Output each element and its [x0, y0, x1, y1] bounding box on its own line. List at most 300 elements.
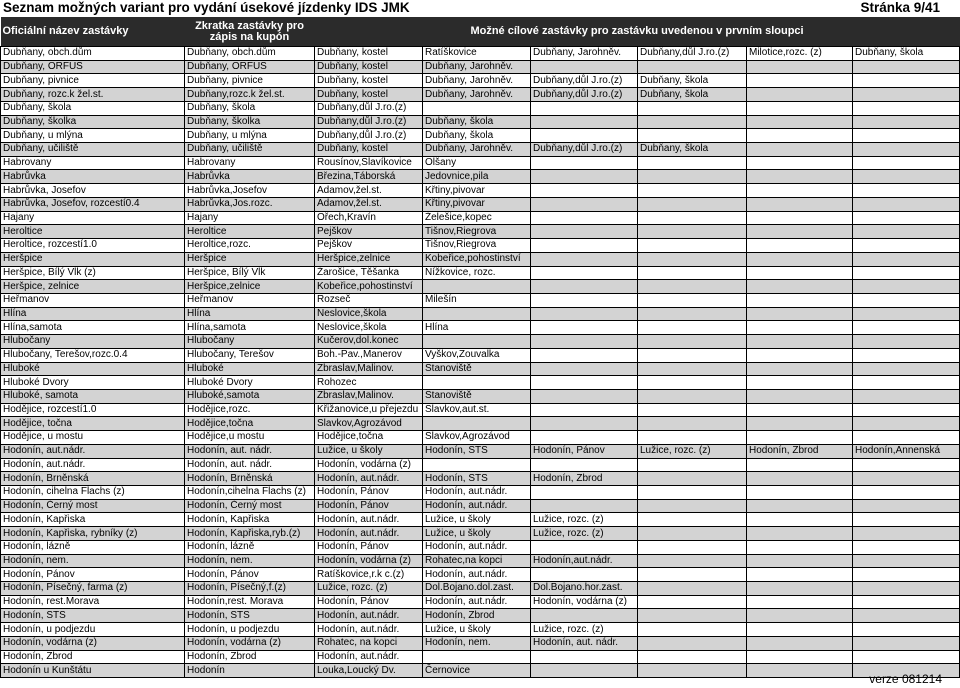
- table-cell: [638, 486, 747, 500]
- table-body: [1, 47, 960, 678]
- table-cell: Slavkov,aut.st.: [423, 403, 531, 417]
- table-cell: Hodonín, Kapřiska,ryb.(z): [185, 527, 315, 541]
- table-cell: Dol.Bojano.dol.zast.: [423, 582, 531, 596]
- table-cell: Heroltice, rozcestí1.0: [1, 239, 185, 253]
- table-cell: [853, 362, 960, 376]
- table-cell: Adamov,žel.st.: [315, 197, 423, 211]
- table-cell: Lužice, rozc. (z): [638, 444, 747, 458]
- table-cell: [747, 115, 853, 129]
- table-cell: Rohatec, na kopci: [315, 636, 423, 650]
- table-cell: [853, 60, 960, 74]
- table-cell: Dubňany, učiliště: [1, 143, 185, 157]
- table-cell: [638, 335, 747, 349]
- table-cell: Hodonín, aut.nádr.: [423, 568, 531, 582]
- table-cell: Dubňany, škola: [423, 129, 531, 143]
- table-cell: [423, 376, 531, 390]
- table-row: [1, 60, 960, 74]
- table-cell: Hodonín, Pánov: [315, 540, 423, 554]
- table-cell: [423, 101, 531, 115]
- table-cell: Hodějice,rozc.: [185, 403, 315, 417]
- table-cell: Milotice,rozc. (z): [747, 47, 853, 61]
- table-cell: [423, 280, 531, 294]
- table-cell: Rohozec: [315, 376, 423, 390]
- table-cell: Hodonín, aut.nádr.: [315, 623, 423, 637]
- table-cell: [853, 609, 960, 623]
- table-cell: [853, 307, 960, 321]
- table-cell: Hodonín, Černý most: [1, 499, 185, 513]
- table-cell: Křižanovice,u přejezdu: [315, 403, 423, 417]
- table-cell: [638, 170, 747, 184]
- table-cell: [531, 389, 638, 403]
- table-row: [1, 47, 960, 61]
- table-row: [1, 417, 960, 431]
- table-cell: [638, 636, 747, 650]
- table-cell: Hajany: [185, 211, 315, 225]
- table-cell: [747, 170, 853, 184]
- table-row: [1, 362, 960, 376]
- table-cell: Hodonín, Pánov: [315, 499, 423, 513]
- table-cell: [531, 458, 638, 472]
- table-cell: Hodonín, vodárna (z): [315, 554, 423, 568]
- table-cell: [747, 348, 853, 362]
- table-cell: Hodonín, vodárna (z): [531, 595, 638, 609]
- table-cell: Hlína: [1, 307, 185, 321]
- table-cell: Dubňany, obch.dům: [1, 47, 185, 61]
- table-cell: [638, 568, 747, 582]
- table-cell: [747, 335, 853, 349]
- table-cell: Hodonín, aut. nádr.: [185, 458, 315, 472]
- table-row: [1, 280, 960, 294]
- table-cell: [747, 486, 853, 500]
- table-cell: Hodonín, Zbrod: [423, 609, 531, 623]
- table-cell: [531, 211, 638, 225]
- table-cell: Hodějice, točna: [1, 417, 185, 431]
- table-cell: [853, 321, 960, 335]
- table-cell: Dubňany, rozc.k žel.st.: [1, 88, 185, 102]
- table-cell: [747, 527, 853, 541]
- table-cell: [638, 321, 747, 335]
- table-cell: Dubňany, škola: [853, 47, 960, 61]
- table-row: [1, 197, 960, 211]
- table-cell: Slavkov,Agrozávod: [423, 431, 531, 445]
- table-cell: Lužice, rozc. (z): [315, 582, 423, 596]
- table-cell: Kobeřice,pohostinství: [423, 252, 531, 266]
- table-cell: [853, 527, 960, 541]
- table-cell: [853, 486, 960, 500]
- table-cell: Hluboké,samota: [185, 389, 315, 403]
- table-cell: Hodonín, aut.nádr.: [1, 458, 185, 472]
- table-cell: Dubňany, školka: [1, 115, 185, 129]
- table-cell: Habrůvka,Jos.rozc.: [185, 197, 315, 211]
- table-cell: Hodonín, vodárna (z): [315, 458, 423, 472]
- table-cell: [853, 252, 960, 266]
- table-cell: [638, 348, 747, 362]
- table-cell: [747, 417, 853, 431]
- table-cell: [747, 60, 853, 74]
- table-cell: [853, 88, 960, 102]
- table-cell: [853, 184, 960, 198]
- table-cell: [853, 239, 960, 253]
- table-row: [1, 184, 960, 198]
- table-row: [1, 293, 960, 307]
- table-cell: [853, 650, 960, 664]
- table-cell: [638, 595, 747, 609]
- table-cell: Dubňany, pivnice: [1, 74, 185, 88]
- table-cell: Dol.Bojano.hor.zast.: [531, 582, 638, 596]
- table-cell: Hluboké, samota: [1, 389, 185, 403]
- table-row: [1, 513, 960, 527]
- table-cell: [531, 307, 638, 321]
- table-cell: Hodonín, vodárna (z): [1, 636, 185, 650]
- table-cell: [747, 129, 853, 143]
- table-cell: [853, 472, 960, 486]
- table-row: [1, 321, 960, 335]
- table-cell: Dubňany,důl J.ro.(z): [315, 129, 423, 143]
- table-cell: Hodonín, aut.nádr.: [315, 650, 423, 664]
- table-cell: [423, 458, 531, 472]
- table-cell: Hodonín, Kapřiska, rybníky (z): [1, 527, 185, 541]
- table-cell: [747, 499, 853, 513]
- table-cell: Hluboké Dvory: [1, 376, 185, 390]
- table-cell: [531, 650, 638, 664]
- table-cell: Heršpice: [1, 252, 185, 266]
- table-cell: Hodonín, lázně: [1, 540, 185, 554]
- table-cell: [638, 527, 747, 541]
- table-cell: Ratíškovice: [423, 47, 531, 61]
- table-cell: [638, 513, 747, 527]
- table-cell: [638, 266, 747, 280]
- table-row: [1, 623, 960, 637]
- table-cell: Hodonín, aut.nádr.: [315, 513, 423, 527]
- table-cell: [638, 554, 747, 568]
- table-cell: [747, 554, 853, 568]
- table-cell: Heršpice, Bílý Vlk (z): [1, 266, 185, 280]
- table-cell: [747, 540, 853, 554]
- table-cell: [423, 417, 531, 431]
- table-cell: Hodonín, u podjezdu: [1, 623, 185, 637]
- table-row: [1, 609, 960, 623]
- table-cell: Dubňany,důl J.ro.(z): [315, 101, 423, 115]
- table-row: [1, 239, 960, 253]
- table-cell: [747, 143, 853, 157]
- table-cell: Tišnov,Riegrova: [423, 225, 531, 239]
- table-cell: [531, 239, 638, 253]
- table-cell: Hlína: [185, 307, 315, 321]
- table-cell: Hodonín, aut.nádr.: [423, 486, 531, 500]
- table-cell: Hodonín, Zbrod: [747, 444, 853, 458]
- table-cell: Hodonín, Písečný,f.(z): [185, 582, 315, 596]
- table-cell: Hodonín, aut.nádr.: [315, 609, 423, 623]
- table-cell: Hodonín, STS: [423, 472, 531, 486]
- table-cell: [853, 389, 960, 403]
- table-row: [1, 101, 960, 115]
- table-cell: [638, 184, 747, 198]
- table-cell: [853, 568, 960, 582]
- table-cell: [638, 664, 747, 678]
- table-cell: [747, 623, 853, 637]
- table-cell: [747, 582, 853, 596]
- table-cell: [638, 115, 747, 129]
- table-cell: [853, 554, 960, 568]
- table-cell: Hodonín, cihelna Flachs (z): [1, 486, 185, 500]
- table-cell: Heršpice,zelnice: [315, 252, 423, 266]
- table-cell: Lužice, rozc. (z): [531, 527, 638, 541]
- table-row: [1, 568, 960, 582]
- table-row: [1, 348, 960, 362]
- table-cell: [638, 431, 747, 445]
- table-cell: [638, 129, 747, 143]
- table-cell: [747, 156, 853, 170]
- table-row: [1, 74, 960, 88]
- table-cell: Lužice, rozc. (z): [531, 513, 638, 527]
- table-cell: Hodonín, u podjezdu: [185, 623, 315, 637]
- table-cell: Hodonín, Pánov: [315, 595, 423, 609]
- table-row: [1, 664, 960, 678]
- table-cell: Heroltice: [185, 225, 315, 239]
- table-cell: Hodonín, Pánov: [531, 444, 638, 458]
- table-cell: [531, 540, 638, 554]
- table-cell: Heřmanov: [185, 293, 315, 307]
- table-cell: [531, 252, 638, 266]
- table-cell: Stanoviště: [423, 389, 531, 403]
- table-cell: Žarošice, Těšanka: [315, 266, 423, 280]
- table-row: [1, 636, 960, 650]
- table-cell: Hodonín u Kunštátu: [1, 664, 185, 678]
- table-cell: Habrůvka: [185, 170, 315, 184]
- table-cell: [747, 568, 853, 582]
- table-cell: Dubňany,důl J.ro.(z): [315, 115, 423, 129]
- table-cell: Heřmanov: [1, 293, 185, 307]
- table-cell: [853, 595, 960, 609]
- table-cell: [638, 197, 747, 211]
- table-cell: Dubňany, ORFUS: [185, 60, 315, 74]
- table-row: [1, 225, 960, 239]
- table-cell: [747, 239, 853, 253]
- table-cell: [853, 431, 960, 445]
- table-cell: Rohatec,na kopci: [423, 554, 531, 568]
- table-cell: Kučerov,dol.konec: [315, 335, 423, 349]
- table-cell: [531, 417, 638, 431]
- table-cell: Dubňany, škola: [638, 74, 747, 88]
- table-cell: Lužice, rozc. (z): [531, 623, 638, 637]
- table-cell: Heroltice,rozc.: [185, 239, 315, 253]
- table-cell: Hodonín, lázně: [185, 540, 315, 554]
- table-cell: [531, 184, 638, 198]
- table-cell: Louka,Loucký Dv.: [315, 664, 423, 678]
- table-cell: Zbraslav,Malinov.: [315, 362, 423, 376]
- table-cell: [531, 486, 638, 500]
- table-cell: Habrovany: [185, 156, 315, 170]
- column-header-short-name: Zkratka zastávky pro zápis na kupón: [185, 17, 315, 47]
- table-row: [1, 554, 960, 568]
- table-cell: [853, 499, 960, 513]
- table-cell: [853, 197, 960, 211]
- table-cell: [747, 101, 853, 115]
- table-cell: Habrovany: [1, 156, 185, 170]
- table-cell: [638, 225, 747, 239]
- table-cell: [531, 225, 638, 239]
- table-cell: [747, 184, 853, 198]
- table-cell: [747, 225, 853, 239]
- table-cell: Hodonín, aut. nádr.: [185, 444, 315, 458]
- table-row: [1, 403, 960, 417]
- table-cell: Lužice, u školy: [423, 623, 531, 637]
- table-cell: Dubňany, kostel: [315, 60, 423, 74]
- table-cell: Dubňany,důl J.ro.(z): [638, 47, 747, 61]
- table-cell: Hodonín, aut.nádr.: [315, 472, 423, 486]
- table-cell: [747, 664, 853, 678]
- table-cell: Nížkovice, rozc.: [423, 266, 531, 280]
- table-cell: Hodonín, vodárna (z): [185, 636, 315, 650]
- table-row: [1, 650, 960, 664]
- table-row: [1, 486, 960, 500]
- table-cell: [747, 321, 853, 335]
- table-header-row: [1, 17, 960, 47]
- table-cell: Dubňany, kostel: [315, 143, 423, 157]
- table-cell: [853, 170, 960, 184]
- table-cell: Lužice, u školy: [423, 527, 531, 541]
- table-cell: Hodějice,točna: [315, 431, 423, 445]
- table-cell: [531, 362, 638, 376]
- table-cell: Hodonín, rest.Morava: [1, 595, 185, 609]
- table-cell: [853, 211, 960, 225]
- table-cell: Černovice: [423, 664, 531, 678]
- table-cell: Dubňany, učiliště: [185, 143, 315, 157]
- table-cell: [638, 540, 747, 554]
- table-cell: Hodějice, u mostu: [1, 431, 185, 445]
- table-cell: [638, 623, 747, 637]
- table-cell: Habrůvka: [1, 170, 185, 184]
- table-cell: Hodonín, Zbrod: [531, 472, 638, 486]
- table-cell: [531, 280, 638, 294]
- table-cell: [747, 389, 853, 403]
- table-cell: Hlubočany, Terešov: [185, 348, 315, 362]
- table-cell: [531, 293, 638, 307]
- table-cell: Milešín: [423, 293, 531, 307]
- document-title: Seznam možných variant pro vydání úsekové jízdenky IDS JMK: [3, 0, 410, 15]
- table-cell: Křtiny,pivovar: [423, 197, 531, 211]
- table-cell: [747, 362, 853, 376]
- table-row: [1, 458, 960, 472]
- table-cell: [853, 376, 960, 390]
- table-cell: Hodonín, nem.: [185, 554, 315, 568]
- table-cell: Hajany: [1, 211, 185, 225]
- table-row: [1, 170, 960, 184]
- table-cell: Kobeřice,pohostinství: [315, 280, 423, 294]
- table-cell: [853, 623, 960, 637]
- table-cell: Hodonín, Pánov: [315, 486, 423, 500]
- table-row: [1, 444, 960, 458]
- table-cell: [747, 636, 853, 650]
- table-cell: [423, 650, 531, 664]
- table-cell: [638, 239, 747, 253]
- table-cell: Hodonín, Pánov: [1, 568, 185, 582]
- table-cell: Dubňany, u mlýna: [1, 129, 185, 143]
- table-cell: Hodonín: [185, 664, 315, 678]
- table-cell: [853, 143, 960, 157]
- table-cell: [531, 335, 638, 349]
- table-row: [1, 252, 960, 266]
- table-row: [1, 143, 960, 157]
- table-cell: Hodonín, Zbrod: [1, 650, 185, 664]
- table-cell: Hlína,samota: [1, 321, 185, 335]
- table-cell: [638, 650, 747, 664]
- table-cell: [853, 74, 960, 88]
- table-cell: Ratíškovice,r.k c.(z): [315, 568, 423, 582]
- table-cell: Vyškov,Zouvalka: [423, 348, 531, 362]
- table-cell: Dubňany,důl J.ro.(z): [531, 88, 638, 102]
- table-cell: [853, 225, 960, 239]
- table-cell: [638, 389, 747, 403]
- table-cell: [853, 540, 960, 554]
- table-cell: [531, 499, 638, 513]
- table-cell: [531, 568, 638, 582]
- table-cell: [853, 156, 960, 170]
- table-row: [1, 129, 960, 143]
- table-cell: [638, 211, 747, 225]
- table-cell: Hodonín,aut.nádr.: [531, 554, 638, 568]
- table-cell: [747, 280, 853, 294]
- table-cell: [638, 101, 747, 115]
- table-cell: [531, 321, 638, 335]
- table-cell: Heroltice: [1, 225, 185, 239]
- table-cell: Hlubočany, Terešov,rozc.0.4: [1, 348, 185, 362]
- table-cell: [638, 582, 747, 596]
- table-cell: [853, 348, 960, 362]
- table-cell: [638, 307, 747, 321]
- table-cell: [531, 115, 638, 129]
- table-cell: Hodonín,cihelna Flachs (z): [185, 486, 315, 500]
- table-cell: [638, 293, 747, 307]
- table-cell: [638, 403, 747, 417]
- table-cell: [747, 431, 853, 445]
- table-cell: Dubňany, školka: [185, 115, 315, 129]
- table-cell: Habrůvka, Josefov: [1, 184, 185, 198]
- table-cell: Hluboké Dvory: [185, 376, 315, 390]
- table-cell: [638, 417, 747, 431]
- table-cell: [638, 609, 747, 623]
- table-cell: Hlubočany: [185, 335, 315, 349]
- table-cell: Hodějice, rozcestí1.0: [1, 403, 185, 417]
- table-row: [1, 582, 960, 596]
- table-cell: [853, 115, 960, 129]
- table-cell: Lužice, u školy: [423, 513, 531, 527]
- table-cell: Hluboké: [1, 362, 185, 376]
- table-cell: Hodonín, aut.nádr.: [423, 540, 531, 554]
- table-cell: Dubňany, Jarohněv.: [531, 47, 638, 61]
- table-cell: [853, 582, 960, 596]
- column-header-official-name: Oficiální název zastávky: [1, 17, 185, 47]
- table-cell: Hlubočany: [1, 335, 185, 349]
- page-number: Stránka 9/41: [860, 0, 940, 15]
- table-row: [1, 527, 960, 541]
- table-cell: [638, 280, 747, 294]
- table-cell: Hodějice,točna: [185, 417, 315, 431]
- table-cell: [747, 513, 853, 527]
- table-cell: Habrůvka,Josefov: [185, 184, 315, 198]
- table-cell: Hodonín, aut.nádr.: [315, 527, 423, 541]
- table-cell: [747, 252, 853, 266]
- table-cell: Dubňany, ORFUS: [1, 60, 185, 74]
- table-cell: Dubňany, škola: [638, 143, 747, 157]
- table-row: [1, 211, 960, 225]
- table-cell: [747, 197, 853, 211]
- table-cell: Dubňany,rozc.k žel.st.: [185, 88, 315, 102]
- table-cell: Hodonín, STS: [423, 444, 531, 458]
- table-cell: Rousínov,Slavíkovice: [315, 156, 423, 170]
- table-cell: Hodonín, nem.: [1, 554, 185, 568]
- table-cell: Dubňany, obch.dům: [185, 47, 315, 61]
